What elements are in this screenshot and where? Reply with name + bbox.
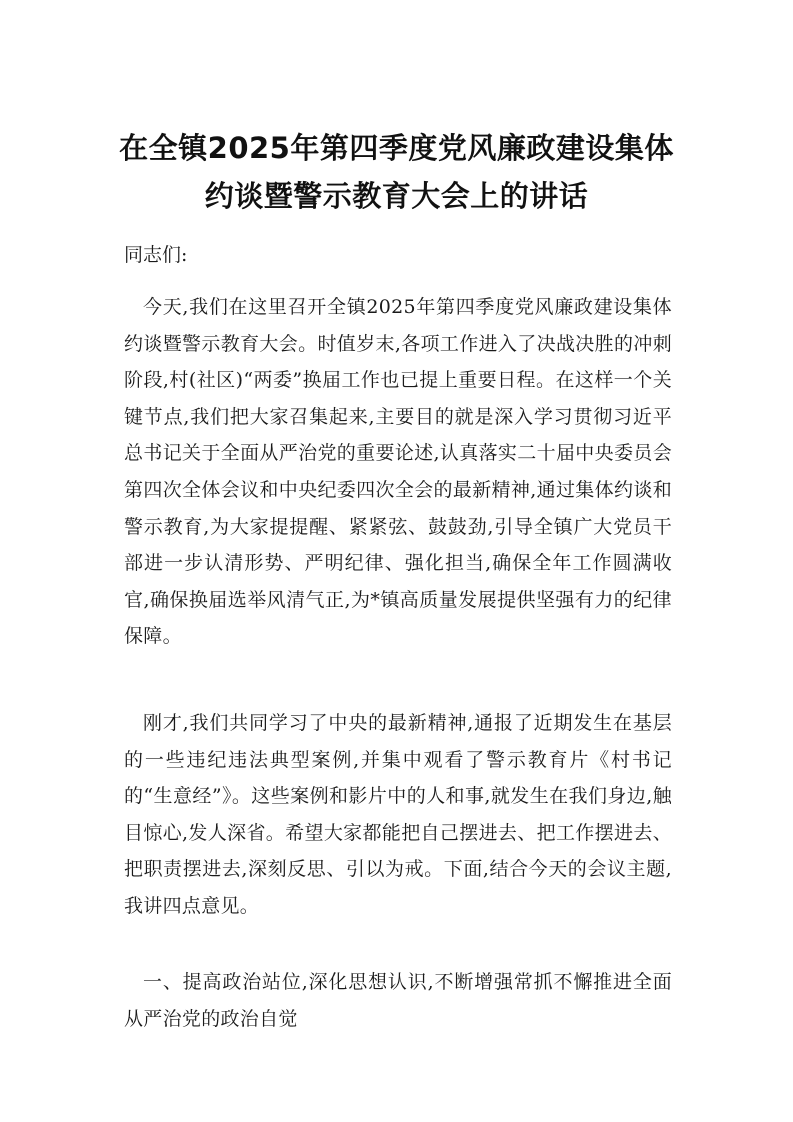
section-heading-one: 一、提高政治站位,深化思想认识,不断增强常抓不懈推进全面从严治党的政治自觉: [124, 971, 672, 1030]
document-title-line-1: 在全镇2025年第四季度党风廉政建设集体: [119, 131, 674, 165]
paragraph-case-review: 刚才,我们共同学习了中央的最新精神,通报了近期发生在基层的一些违纪违法典型案例,并集中观看了警示教育片《村书记的“生意经”》。这些案例和影片中的人和事,就发生在我们身边,触目惊心,发人深省。希望大家都能把自己摆进去、把工作摆进去、把职责摆进去,深刻反思、引以为戒。下面,结合今天的会议主题,我讲四点意见。: [124, 712, 672, 917]
salutation: 同志们:: [124, 244, 188, 266]
document-title-line-2: 约谈暨警示教育大会上的讲话: [204, 179, 589, 213]
paragraph-opening: 今天,我们在这里召开全镇2025年第四季度党风廉政建设集体约谈暨警示教育大会。时值岁末,各项工作进入了决战决胜的冲刺阶段,村(社区)“两委”换届工作也已提上重要日程。在这样一个关键节点,我们把大家召集起来,主要目的就是深入学习贯彻习近平总书记关于全面从严治党的重要论述,认真落实二十届中央委员会第四次全体会议和中央纪委四次全会的最新精神,通过集体约谈和警示教育,为大家提提醒、紧紧弦、鼓鼓劲,引导全镇广大党员干部进一步认清形势、严明纪律、强化担当,确保全年工作圆满收官,确保换届选举风清气正,为*镇高质量发展提供坚强有力的纪律保障。: [124, 296, 672, 648]
